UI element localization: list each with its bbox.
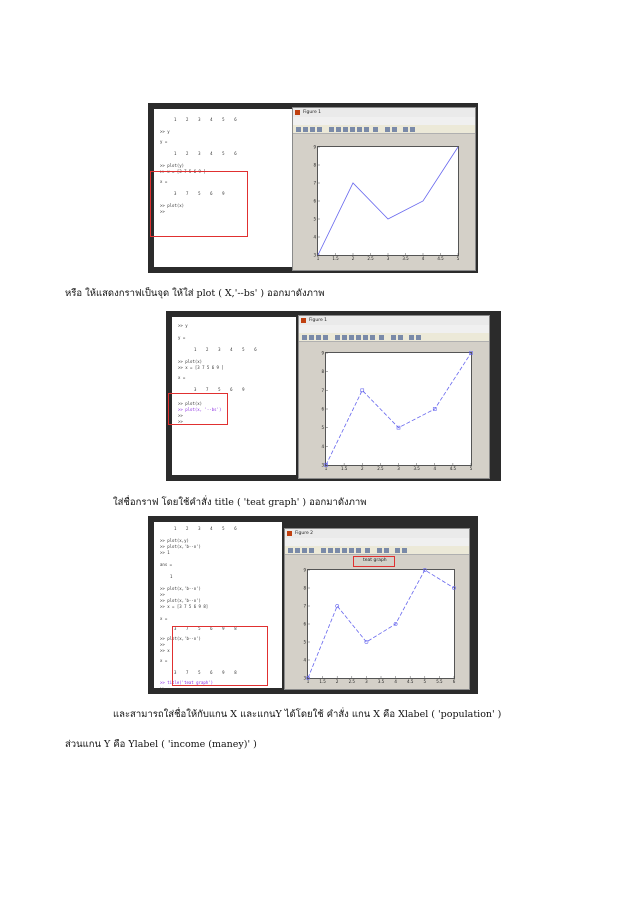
caption-1: หรือ ให้แสดงกราฟเป็นจุด ให้ใส่ plot ( X,'--bs' ) ออกมาดังภาพ xyxy=(65,288,325,299)
x-tick-label: 1 xyxy=(316,256,320,261)
save-icon[interactable] xyxy=(302,548,307,553)
y-tick-label: 6 xyxy=(303,621,306,627)
figure-menu-bar xyxy=(293,117,475,125)
pan-icon[interactable] xyxy=(343,127,348,132)
rotate-icon[interactable] xyxy=(342,548,347,553)
x-tick-label: 6 xyxy=(452,679,456,684)
cmd-line: 1 2 3 4 5 6 xyxy=(174,117,237,122)
cmd-line: >> xyxy=(178,419,183,424)
cmd-line: >> xyxy=(160,686,165,691)
cmd-line: >> x = [3 7 5 6 9 ] xyxy=(178,365,224,370)
brush-icon[interactable] xyxy=(364,127,369,132)
chart-svg-3 xyxy=(303,567,456,684)
plot-axes-3[interactable] xyxy=(303,567,456,684)
colorbar-icon[interactable] xyxy=(377,548,382,553)
zoom-out-icon[interactable] xyxy=(328,548,333,553)
figure-title-bar xyxy=(299,316,489,325)
cmd-line: 3 7 5 6 9 xyxy=(174,191,225,196)
new-figure-icon[interactable] xyxy=(288,548,293,553)
x-tick-label: 5.5 xyxy=(436,679,443,684)
cmd-line: 3 7 5 6 9 8 xyxy=(174,626,237,631)
matlab-icon xyxy=(287,531,292,536)
cmd-line: >> 1 xyxy=(160,550,170,555)
figure-window-1[interactable] xyxy=(292,107,476,271)
graph-title: teat graph xyxy=(363,558,387,563)
plot-axes-2[interactable] xyxy=(321,350,473,471)
cmd-line: >> plot(x,'b--o') xyxy=(160,544,201,549)
x-tick-label: 5 xyxy=(456,256,460,261)
x-tick-label: 1 xyxy=(306,679,310,684)
cmd-line: >> plot(x, '--bs') xyxy=(178,407,222,412)
cmd-line: 1 xyxy=(170,574,173,579)
cmd-line: >> plot(x) xyxy=(160,203,185,208)
plot-tools-show-icon[interactable] xyxy=(410,127,415,132)
cmd-line: >> plot(x) xyxy=(178,401,203,406)
cmd-line: x = xyxy=(160,179,168,184)
cmd-line: >> xyxy=(160,592,165,597)
figure-toolbar xyxy=(293,125,475,134)
figure-window-3[interactable] xyxy=(284,528,470,690)
rotate-icon[interactable] xyxy=(356,335,361,340)
open-icon[interactable] xyxy=(295,548,300,553)
data-point xyxy=(336,604,339,607)
series-line xyxy=(308,570,454,678)
cmd-line: y = xyxy=(160,139,168,144)
pan-icon[interactable] xyxy=(335,548,340,553)
figure-toolbar xyxy=(285,546,469,555)
figure-menu-bar xyxy=(285,538,469,546)
new-figure-icon[interactable] xyxy=(302,335,307,340)
y-tick-label: 8 xyxy=(303,585,306,591)
cmd-line: >> x = [3 7 5 6 9 8] xyxy=(160,604,209,609)
y-tick-label: 7 xyxy=(321,387,324,393)
legend-icon[interactable] xyxy=(398,335,403,340)
matlab-icon xyxy=(295,110,300,115)
cmd-line: 1 2 3 4 5 6 xyxy=(174,526,237,531)
open-icon[interactable] xyxy=(309,335,314,340)
series-line xyxy=(318,147,458,255)
x-tick-label: 3.5 xyxy=(377,679,385,684)
cmd-line: y = xyxy=(178,335,186,340)
cmd-line: 1 2 3 4 5 6 xyxy=(194,347,257,352)
matlab-icon xyxy=(301,318,306,323)
print-icon[interactable] xyxy=(323,335,328,340)
print-icon[interactable] xyxy=(317,127,322,132)
cmd-line: >> xyxy=(160,209,165,214)
cmd-line: >> plot(x,'b--o') xyxy=(160,598,201,603)
zoom-in-icon[interactable] xyxy=(321,548,326,553)
colorbar-icon[interactable] xyxy=(385,127,390,132)
zoom-in-icon[interactable] xyxy=(329,127,334,132)
y-tick-label: 8 xyxy=(313,162,316,168)
caption-2: ใส่ชื่อกราฟ โดยใช้คำสั่ง title ( 'teat graph' ) ออกมาดังภาพ xyxy=(113,497,367,508)
x-tick-label: 4 xyxy=(433,466,437,471)
link-icon[interactable] xyxy=(365,548,370,553)
y-tick-label: 9 xyxy=(321,350,324,356)
plot-axes-1[interactable] xyxy=(313,144,460,261)
cmd-line: >> plot(x) xyxy=(178,359,203,364)
y-tick-label: 3 xyxy=(321,462,324,468)
legend-icon[interactable] xyxy=(392,127,397,132)
brush-icon[interactable] xyxy=(356,548,361,553)
highlight-box xyxy=(168,393,228,425)
y-tick-label: 5 xyxy=(321,425,324,431)
figure-title: Figure 1 xyxy=(309,318,328,323)
x-tick-label: 1.5 xyxy=(319,679,326,684)
save-icon[interactable] xyxy=(310,127,315,132)
x-tick-label: 1.5 xyxy=(340,466,348,471)
figure-menu-bar xyxy=(299,325,489,333)
series-line xyxy=(326,353,471,465)
chart-svg-2 xyxy=(321,350,473,471)
y-tick-label: 3 xyxy=(303,675,306,681)
cmd-line: >> plot(x,'b--o') xyxy=(160,636,201,641)
y-tick-label: 4 xyxy=(303,657,306,663)
cmd-line: x = xyxy=(160,616,168,621)
x-tick-label: 2.5 xyxy=(348,679,355,684)
plot-tools-icon[interactable] xyxy=(403,127,408,132)
x-tick-label: 5 xyxy=(469,466,473,471)
x-tick-label: 5 xyxy=(423,679,427,684)
cmd-line: 3 7 5 6 9 8 xyxy=(174,670,237,675)
figure-title-bar xyxy=(293,108,475,117)
cmd-line: >> y xyxy=(178,323,188,328)
x-tick-label: 3 xyxy=(397,466,400,471)
cmd-line: 3 7 5 6 9 xyxy=(194,387,245,392)
y-tick-label: 8 xyxy=(321,369,324,375)
y-tick-label: 6 xyxy=(313,198,316,204)
x-tick-label: 4 xyxy=(421,256,425,261)
link-icon[interactable] xyxy=(379,335,384,340)
x-tick-label: 1 xyxy=(324,466,328,471)
x-tick-label: 4 xyxy=(394,679,397,684)
chart-svg-1 xyxy=(313,144,460,261)
plot-tools-show-icon[interactable] xyxy=(402,548,407,553)
y-tick-label: 4 xyxy=(321,443,324,449)
y-tick-label: 5 xyxy=(313,216,316,222)
cmd-line: >> x = [3 7 5 6 9 ] xyxy=(160,169,206,174)
x-tick-label: 4.5 xyxy=(437,256,444,261)
highlight-box xyxy=(172,626,268,686)
x-tick-label: 1.5 xyxy=(332,256,339,261)
figure-window-2[interactable] xyxy=(298,315,490,479)
x-tick-label: 3 xyxy=(386,256,390,261)
rotate-icon[interactable] xyxy=(350,127,355,132)
x-tick-label: 2.5 xyxy=(377,466,384,471)
new-figure-icon[interactable] xyxy=(296,127,301,132)
figure-toolbar xyxy=(299,333,489,342)
data-cursor-icon[interactable] xyxy=(357,127,362,132)
link-icon[interactable] xyxy=(373,127,378,132)
x-tick-label: 4.5 xyxy=(449,466,457,471)
cmd-line: >> plot(x,y) xyxy=(160,538,189,543)
plot-tools-icon[interactable] xyxy=(409,335,414,340)
open-icon[interactable] xyxy=(303,127,308,132)
brush-icon[interactable] xyxy=(370,335,375,340)
x-tick-label: 2 xyxy=(360,466,364,471)
y-tick-label: 9 xyxy=(313,144,316,150)
cmd-line: >> xyxy=(178,413,183,418)
cmd-line: 1 2 3 4 5 6 xyxy=(174,151,237,156)
cmd-line: ans = xyxy=(160,562,173,567)
x-tick-label: 2 xyxy=(351,256,355,261)
cmd-line: >> x xyxy=(160,648,170,653)
screenshot-1 xyxy=(148,103,478,273)
screenshot-3 xyxy=(148,516,478,694)
screenshot-2 xyxy=(166,311,501,481)
data-point xyxy=(365,640,368,643)
cmd-line: x = xyxy=(178,375,186,380)
data-cursor-icon[interactable] xyxy=(349,548,354,553)
plot-tools-show-icon[interactable] xyxy=(416,335,421,340)
data-cursor-icon[interactable] xyxy=(363,335,368,340)
cmd-line: >> plot(x,'b--o') xyxy=(160,586,201,591)
y-tick-label: 7 xyxy=(303,603,306,609)
cmd-line: >> xyxy=(160,642,165,647)
print-icon[interactable] xyxy=(309,548,314,553)
x-tick-label: 3.5 xyxy=(413,466,420,471)
y-tick-label: 7 xyxy=(313,180,316,186)
highlight-box xyxy=(150,171,248,237)
x-tick-label: 2 xyxy=(335,679,339,684)
plot-tools-icon[interactable] xyxy=(395,548,400,553)
cmd-line: >> title('teat graph') xyxy=(160,680,213,685)
colorbar-icon[interactable] xyxy=(391,335,396,340)
x-tick-label: 3 xyxy=(365,679,368,684)
cmd-line: >> y xyxy=(160,129,170,134)
save-icon[interactable] xyxy=(316,335,321,340)
x-tick-label: 3.5 xyxy=(402,256,409,261)
figure-title-bar xyxy=(285,529,469,538)
y-tick-label: 3 xyxy=(313,252,316,258)
zoom-out-icon[interactable] xyxy=(336,127,341,132)
highlight-box xyxy=(353,556,395,567)
zoom-out-icon[interactable] xyxy=(342,335,347,340)
caption-3b: ส่วนแกน Y คือ Ylabel ( 'income (maney)' ) xyxy=(65,739,257,750)
y-tick-label: 6 xyxy=(321,406,324,412)
y-tick-label: 9 xyxy=(303,567,306,573)
pan-icon[interactable] xyxy=(349,335,354,340)
figure-title: Figure 1 xyxy=(303,110,322,115)
cmd-line: >> plot(y) xyxy=(160,163,185,168)
y-tick-label: 4 xyxy=(313,234,316,240)
caption-3a: และสามารถใส่ชื่อให้กับแกน X และแกนY ได้โดยใช้ คำสั่ง แกน X คือ Xlabel ( 'population' ) xyxy=(113,709,502,720)
x-tick-label: 2.5 xyxy=(367,256,374,261)
cmd-line: x = xyxy=(160,658,168,663)
zoom-in-icon[interactable] xyxy=(335,335,340,340)
figure-title: Figure 2 xyxy=(295,531,314,536)
y-tick-label: 5 xyxy=(303,639,306,645)
legend-icon[interactable] xyxy=(384,548,389,553)
x-tick-label: 4.5 xyxy=(407,679,414,684)
